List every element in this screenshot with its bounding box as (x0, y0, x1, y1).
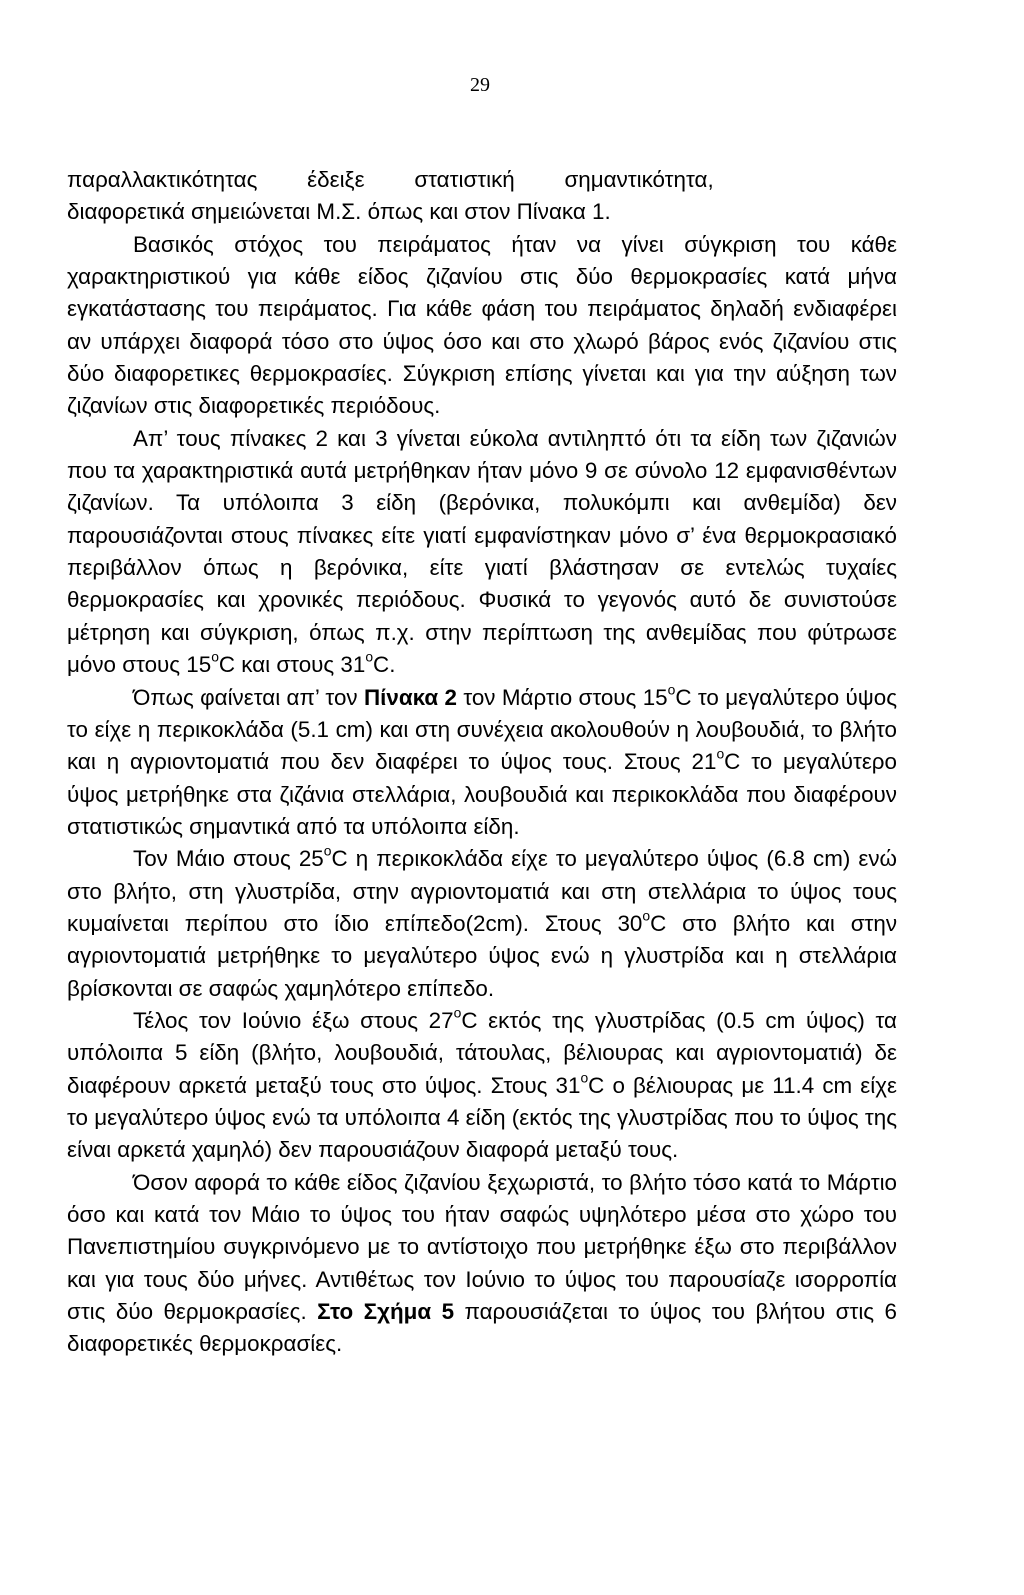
paragraph-2: Βασικός στόχος του πειράματος ήταν να γίνει σύγκριση του κάθε χαρακτηριστικού για κάθε είδος ζιζανίου στις δύο θερμοκρασίες κατά μήνα εγκατάστασης του πειράματος. Για κάθε φάση του πειράματος δηλαδή ενδιαφέρει αν υπάρχει διαφορά τόσο στο ύψος όσο και στο χλωρό βάρος ενός ζιζανίου στις δύο διαφορετικες θερμοκρασίες. Σύγκριση επίσης γίνεται και για την αύξηση των ζιζανίων στις διαφορετικές περιόδους. (67, 231, 897, 419)
degree-sign: ο (365, 648, 374, 665)
paragraph-4 (67, 682, 897, 844)
degree-sign: ο (211, 648, 219, 665)
paragraph-7-text-b: παρουσιάζεται το ύψος του βλήτου στις 6 διαφορετικές θερμοκρασίες. (67, 1299, 897, 1357)
paragraph-3 (67, 423, 897, 682)
table-2-reference: Πίνακα 2 (364, 684, 457, 710)
paragraph-5-text-a: Τον Μάιο στους 25 (133, 846, 324, 872)
degree-sign: o (642, 907, 651, 924)
page-number: 29 (470, 74, 490, 96)
paragraph-1-line-1: παραλλακτικότητας έδειξε στατιστική σημαντικότητα, (67, 167, 714, 192)
paragraph-6-text-b: C εκτός της γλυστρίδας (0.5 cm ύψος) τα υπόλοιπα 5 είδη (βλήτο, λουβουδιά, τάτουλας, βέλιουρας και αγριοντοματιά) δε διαφέρουν αρκετά μεταξύ τους στο ύψος. Στους 31 (67, 1007, 897, 1098)
paragraph-3-text-b: C και στους 31 (218, 652, 366, 678)
paragraph-5-text-b: C η περικοκλάδα είχε το μεγαλύτερο ύψος (6.8 cm) ενώ στο βλήτο, στη γλυστρίδα, στην αγριοντοματιά και στη στελλάρια το ύψος τους κυμαίνεται περίπου στο ίδιο επίπεδο(2cm). Στους 30 (67, 846, 898, 936)
paragraph-3-text-c: C. (373, 652, 396, 678)
paragraph-7-text-a: Όσον αφορά το κάθε είδος ζιζανίου ξεχωριστά, το βλήτο τόσο κατά το Μάρτιο όσο και κατά τον Μάιο το ύψος του ήταν σαφώς υψηλότερο μέσα στο χώρο του Πανεπιστημίου συγκρινόμενο με το αντίστοιχο που μετρήθηκε έξω στο περιβάλλον και για τους δύο μήνες. Αντιθέτως τον Ιούνιο το ύψος του παρουσίαζε ισορροπία στις δύο θερμοκρασίες. (67, 1169, 897, 1325)
paragraph-1 (67, 164, 897, 229)
degree-sign: o (580, 1069, 589, 1086)
paragraph-4-text-d: C το μεγαλύτερο ύψος μετρήθηκε στα ζιζάνια στελλάρια, λουβουδιά και περικοκλάδα που διαφέρουν στατιστικώς σημαντικά από τα υπόλοιπα είδη. (67, 749, 897, 839)
paragraph-1-text: διαφορετικά σημειώνεται Μ.Σ. όπως και στον Πίνακα 1. (67, 199, 611, 225)
paragraph-4-text-c: C το μεγαλύτερο ύψος το είχε η περικοκλάδα (5.1 cm) και στη συνέχεια ακολουθούν η λουβουδιά, το βλήτο και η αγριοντοματιά που δεν διαφέρει το ύψος τους. Στους 21 (67, 684, 897, 775)
paragraph-4-text-a: Όπως φαίνεται απ’ τον (133, 684, 358, 710)
body-text (67, 164, 897, 1361)
degree-sign: o (453, 1004, 462, 1021)
paragraph-5-text-c: C στο βλήτο και στην αγριοντοματιά μετρήθηκε το μεγαλύτερο ύψος ενώ η γλυστρίδα και η στελλάρια βρίσκονται σε σαφώς χαμηλότερο επίπεδο. (67, 910, 898, 1001)
degree-sign: o (716, 745, 725, 762)
paragraph-5 (67, 843, 897, 1005)
paragraph-6-text-a: Τέλος τον Ιούνιο έξω στους 27 (133, 1007, 454, 1033)
paragraph-6 (67, 1005, 897, 1167)
degree-sign: o (323, 842, 332, 859)
degree-sign: o (667, 681, 676, 698)
figure-5-reference: Στο Σχήμα 5 (317, 1299, 455, 1325)
paragraph-4-text-b: τον Μάρτιο στους 15 (463, 684, 668, 710)
paragraph-3-text-a: Απ’ τους πίνακες 2 και 3 γίνεται εύκολα αντιληπτό ότι τα είδη των ζιζανιών που τα χαρακτηριστικά αυτά μετρήθηκαν ήταν μόνο 9 σε σύνολο 12 εμφανισθέντων ζιζανίων. Τα υπόλοιπα 3 είδη (βερόνικα, πολυκόμπι και ανθεμίδα) δεν παρουσιάζονται στους πίνακες είτε γιατί εμφανίστηκαν μόνο σ’ ένα θερμοκρασιακό περιβάλλον όπως η βερόνικα, είτε γιατί βλάστησαν σε εντελώς τυχαίες θερμοκρασίες και χρονικές περιόδους. Φυσικά το γεγονός αυτό δε συνιστούσε μέτρηση και σύγκριση, όπως π.χ. στην περίπτωση της ανθεμίδας που φύτρωσε μόνο στους 15 (67, 425, 897, 678)
paragraph-6-text-c: C ο βέλιουρας με 11.4 cm είχε το μεγαλύτερο ύψος ενώ τα υπόλοιπα 4 είδη (εκτός της γλυστρίδας που το ύψος της είναι αρκετά χαμηλό) δεν παρουσιάζουν διαφορά μεταξύ τους. (67, 1072, 897, 1163)
paragraph-7 (67, 1167, 897, 1361)
